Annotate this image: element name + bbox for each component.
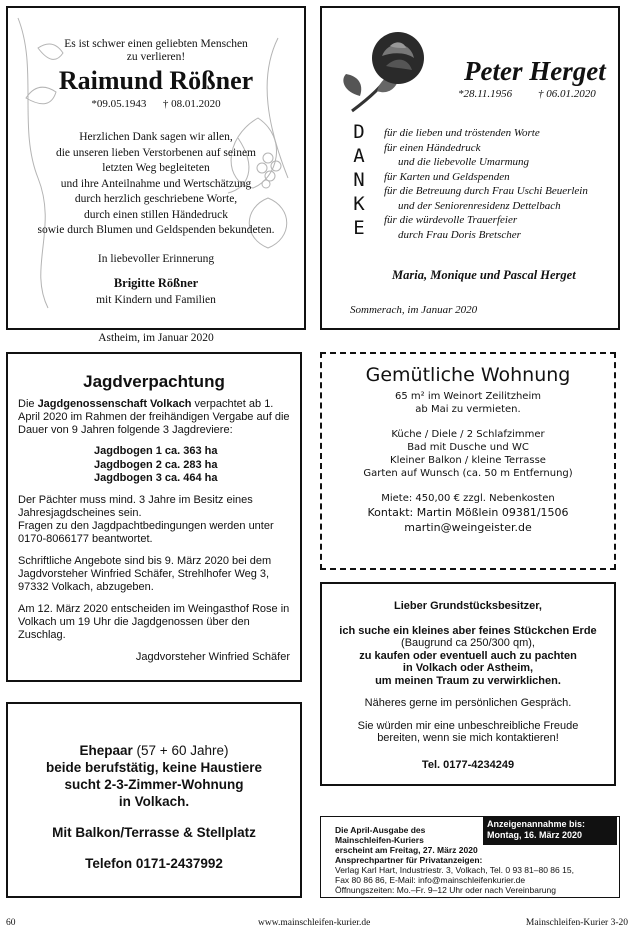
obituary-herget (320, 6, 620, 330)
place-date: Sommerach, im Januar 2020 (350, 304, 478, 316)
text-line: beide berufstätig, keine Haustiere (45, 760, 263, 775)
life-dates (8, 98, 304, 110)
rent: Miete: 450,00 € zzgl. Nebenkosten (381, 493, 555, 504)
phone: Telefon 0171-2437992 (85, 856, 223, 871)
list-item: Bad mit Dusche und WC (407, 442, 529, 453)
footer-url[interactable]: www.mainschleifen-kurier.de (258, 918, 371, 928)
signer-family: mit Kindern und Familien (96, 293, 216, 306)
thanks-text (8, 130, 304, 239)
deadline-badge (483, 817, 617, 845)
birth-date: *09.05.1943 (91, 98, 147, 110)
ad-body (322, 625, 614, 688)
ad-title: Gemütliche Wohnung (365, 364, 571, 386)
signer-family: Maria, Monique und Pascal Herget (392, 268, 576, 282)
text-line: bereiten, wenn sie mich kontaktieren! (377, 732, 559, 744)
signer-name: Jagdvorsteher Winfried Schäfer (135, 650, 290, 663)
issue-label: Mainschleifen-Kurier 3-20 (525, 918, 628, 928)
ad-title: Lieber Grundstücksbesitzer, (394, 600, 542, 612)
text-line: Öffnungszeiten: Mo.–Fr. 9–12 Uhr oder nach Vereinbarung (335, 885, 556, 895)
ad-paragraph: Der Pächter muss mind. 3 Jahre im Besitz eines Jahresjagdscheines sein. (18, 493, 253, 519)
death-date: † 08.01.2020 (162, 98, 221, 110)
danke-vertical (344, 120, 374, 240)
text-line: erscheint am Freitag, 27. März 2020 (335, 845, 478, 855)
org-name: Jagdgenossenschaft Volkach (37, 398, 192, 410)
text-span: Ehepaar (79, 743, 133, 758)
thanks-line: und der Seniorenresidenz Dettelbach (398, 199, 561, 212)
list-item: Kleiner Balkon / kleine Terrasse (390, 455, 546, 466)
ad-jagdverpachtung (6, 352, 302, 682)
ad-paragraph (18, 398, 290, 437)
list-item: Jagdbogen 2 ca. 283 ha (94, 458, 218, 471)
signer-name: Brigitte Rößner (113, 275, 199, 290)
contact-info (335, 855, 615, 895)
ad-paragraph (322, 720, 614, 745)
page-number: 60 (6, 918, 16, 928)
danke-letter: K (353, 193, 365, 215)
thanks-line: und ihre Anteilnahme und Wertschätzung (60, 177, 252, 190)
ad-paragraph: Näheres gerne im persönlichen Gespräch. (364, 697, 572, 709)
list-item: Küche / Diele / 2 Schlafzimmer (391, 429, 545, 440)
text-line: Verlag Karl Hart, Industriestr. 3, Volkach, Tel. 0 93 81–80 86 15, (335, 865, 574, 875)
thanks-line: sowie durch Blumen und Geldspenden bekundeten. (37, 224, 275, 236)
text-span: (57 + 60 Jahre) (132, 743, 229, 758)
publisher-info (320, 816, 620, 898)
ad-body (8, 759, 300, 810)
text-line: in Volkach oder Astheim, (402, 662, 534, 674)
thanks-line: Herzlichen Dank sagen wir allen, (79, 131, 233, 143)
thanks-line: für die würdevolle Trauerfeier (384, 214, 518, 226)
danke-letter: E (353, 217, 365, 239)
thanks-list (384, 126, 588, 242)
ad-paragraph: Am 12. März 2020 entscheiden im Weingasthof Rose in Volkach um 19 Uhr die Jagdgenossen über den Zuschlag. (18, 602, 290, 641)
deceased-name: Peter Herget (464, 56, 606, 86)
list-item: Garten auf Wunsch (ca. 50 m Entfernung) (363, 468, 573, 479)
text-line: Die April-Ausgabe des (335, 825, 426, 835)
intro-text (8, 38, 304, 64)
list-item: Jagdbogen 3 ca. 464 ha (94, 472, 218, 484)
danke-letter: D (353, 121, 365, 143)
deceased-name: Raimund Rößner (58, 66, 254, 95)
ad-paragraph: Schriftliche Angebote sind bis 9. März 2020 bei dem Jagdvorsteher Winfried Schäfer, Strehlhofer Weg 3, 97332 Volkach, abzugeben. (18, 554, 272, 593)
thanks-line: die unseren lieben Verstorbenen auf seinem (55, 146, 256, 159)
text-line: ich suche ein kleines aber feines Stückchen Erde (339, 624, 597, 637)
thanks-line: durch herzlich geschriebene Worte, (74, 193, 238, 205)
email-link[interactable]: martin@weingeister.de (404, 521, 532, 534)
text-line: Anzeigenannahme bis: (487, 819, 586, 829)
ad-title (8, 742, 300, 759)
text-line: 65 m² im Weinort Zeilitzheim (395, 391, 541, 402)
text-span: Die (18, 398, 38, 410)
thanks-line: und die liebevolle Umarmung (398, 156, 530, 168)
text-line: Mainschleifen-Kuriers (335, 835, 424, 845)
text-line: ab Mai zu vermieten. (415, 404, 521, 415)
ad-grundstueck (320, 582, 616, 786)
text-line: Sie würden mir eine unbeschreibliche Freude (357, 719, 579, 732)
text-line: Montag, 16. März 2020 (487, 830, 583, 840)
phone: Tel. 0177-4234249 (421, 758, 515, 771)
text-line: zu kaufen oder eventuell auch zu pachten (359, 649, 577, 662)
thanks-line: für die lieben und tröstenden Worte (384, 127, 540, 139)
death-date: † 06.01.2020 (538, 88, 596, 100)
thanks-line: für einen Händedruck (384, 141, 481, 154)
thanks-line: durch Frau Doris Bretscher (398, 228, 521, 241)
thanks-line: für die Betreuung durch Frau Uschi Beuerlein (384, 185, 588, 197)
obituary-rossner (6, 6, 306, 344)
memorial-phrase: In liebevoller Erinnerung (97, 252, 215, 265)
ad-wohnung (320, 352, 616, 570)
ad-paragraph: Fragen zu den Jagdpachtbedingungen werden unter 0170-8066177 beantwortet. (18, 519, 274, 545)
birth-date: *28.11.1956 (458, 88, 513, 100)
danke-letter: N (353, 169, 365, 191)
feature-list (322, 428, 614, 480)
text-line: um meinen Traum zu verwirklichen. (375, 674, 561, 687)
place-date: Astheim, im Januar 2020 (98, 331, 214, 344)
text-line: in Volkach. (118, 794, 190, 809)
text-line: (Baugrund ca 250/300 qm), (401, 637, 535, 649)
text-line: Fax 80 86 86, E-Mail: info@mainschleifenkurier.de (335, 875, 526, 885)
ad-title: Jagdverpachtung (83, 372, 225, 391)
text-line: sucht 2-3-Zimmer-Wohnung (64, 777, 244, 792)
ad-extra: Mit Balkon/Terrasse & Stellplatz (52, 825, 256, 840)
thanks-line: durch einen stillen Händedruck (83, 208, 229, 221)
intro-line: Es ist schwer einen geliebten Menschen (64, 38, 248, 50)
hunting-area-list (8, 445, 300, 486)
rose-icon (332, 16, 442, 126)
text-span: verpachtet ab 1. April 2020 im Rahmen der freihändigen Vergabe auf die Dauer von 9 Jahren folgende 3 Jagdreviere: (18, 398, 290, 436)
contact-title: Ansprechpartner für Privatanzeigen: (335, 855, 483, 865)
contact: Kontakt: Martin Mößlein 09381/1506 (367, 506, 569, 519)
ad-intro (322, 390, 614, 416)
list-item: Jagdbogen 1 ca. 363 ha (94, 445, 218, 457)
thanks-line: für Karten und Geldspenden (384, 170, 510, 183)
intro-line: zu verlieren! (126, 51, 186, 63)
danke-letter: A (353, 145, 365, 167)
issue-notice (335, 825, 478, 855)
thanks-line: letzten Weg begleiteten (102, 162, 210, 174)
ad-ehepaar (6, 702, 302, 898)
